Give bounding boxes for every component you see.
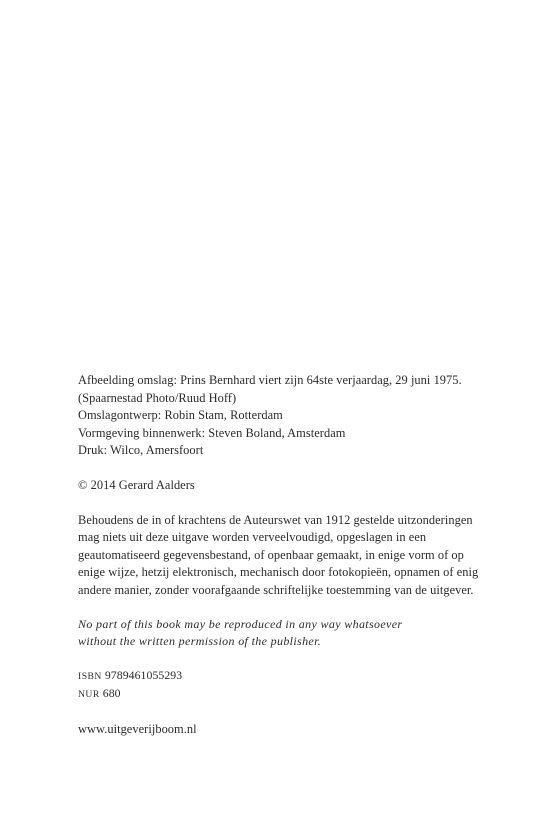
rights-paragraph <box>78 512 518 600</box>
credits-section <box>78 372 518 460</box>
nur-label: NUR <box>78 689 100 701</box>
book-codes <box>78 667 518 704</box>
nur-value: 680 <box>102 686 121 701</box>
nur-line <box>78 685 518 704</box>
isbn-line <box>78 667 518 686</box>
website-url: www.uitgeverijboom.nl <box>78 721 197 736</box>
english-rights-notice <box>78 616 518 651</box>
rights-line: enige wijze, hetzij elektronisch, mechanisch door fotokopieën, opnamen of enig <box>78 565 479 580</box>
interior-design-credit: Vormgeving binnenwerk: Steven Boland, Amsterdam <box>78 425 346 440</box>
notice-line: No part of this book may be reproduced in any way whatsoever <box>78 616 403 631</box>
rights-line: geautomatiseerd gegevensbestand, of openbaar gemaakt, in enige vorm of op <box>78 547 464 562</box>
printer-credit: Druk: Wilco, Amersfoort <box>78 443 204 458</box>
notice-line: without the written permission of the publisher. <box>78 634 322 649</box>
rights-line: Behoudens de in of krachtens de Auteurswet van 1912 gestelde uitzonderingen <box>78 512 473 527</box>
rights-line: mag niets uit deze uitgave worden verveelvoudigd, opgeslagen in een <box>78 530 427 545</box>
rights-line: andere manier, zonder voorafgaande schriftelijke toestemming van de uitgever. <box>78 582 474 597</box>
photo-source-credit: (Spaarnestad Photo/Ruud Hoff) <box>78 390 237 405</box>
colophon-block <box>78 372 518 739</box>
copyright-line <box>78 477 518 495</box>
isbn-value: 9789461055293 <box>104 667 183 682</box>
isbn-label: ISBN <box>78 670 102 682</box>
cover-design-credit: Omslagontwerp: Robin Stam, Rotterdam <box>78 408 283 423</box>
copyright-text: © 2014 Gerard Aalders <box>78 477 195 492</box>
cover-image-credit: Afbeelding omslag: Prins Bernhard viert zijn 64ste verjaardag, 29 juni 1975. <box>78 373 462 387</box>
publisher-website <box>78 721 518 739</box>
